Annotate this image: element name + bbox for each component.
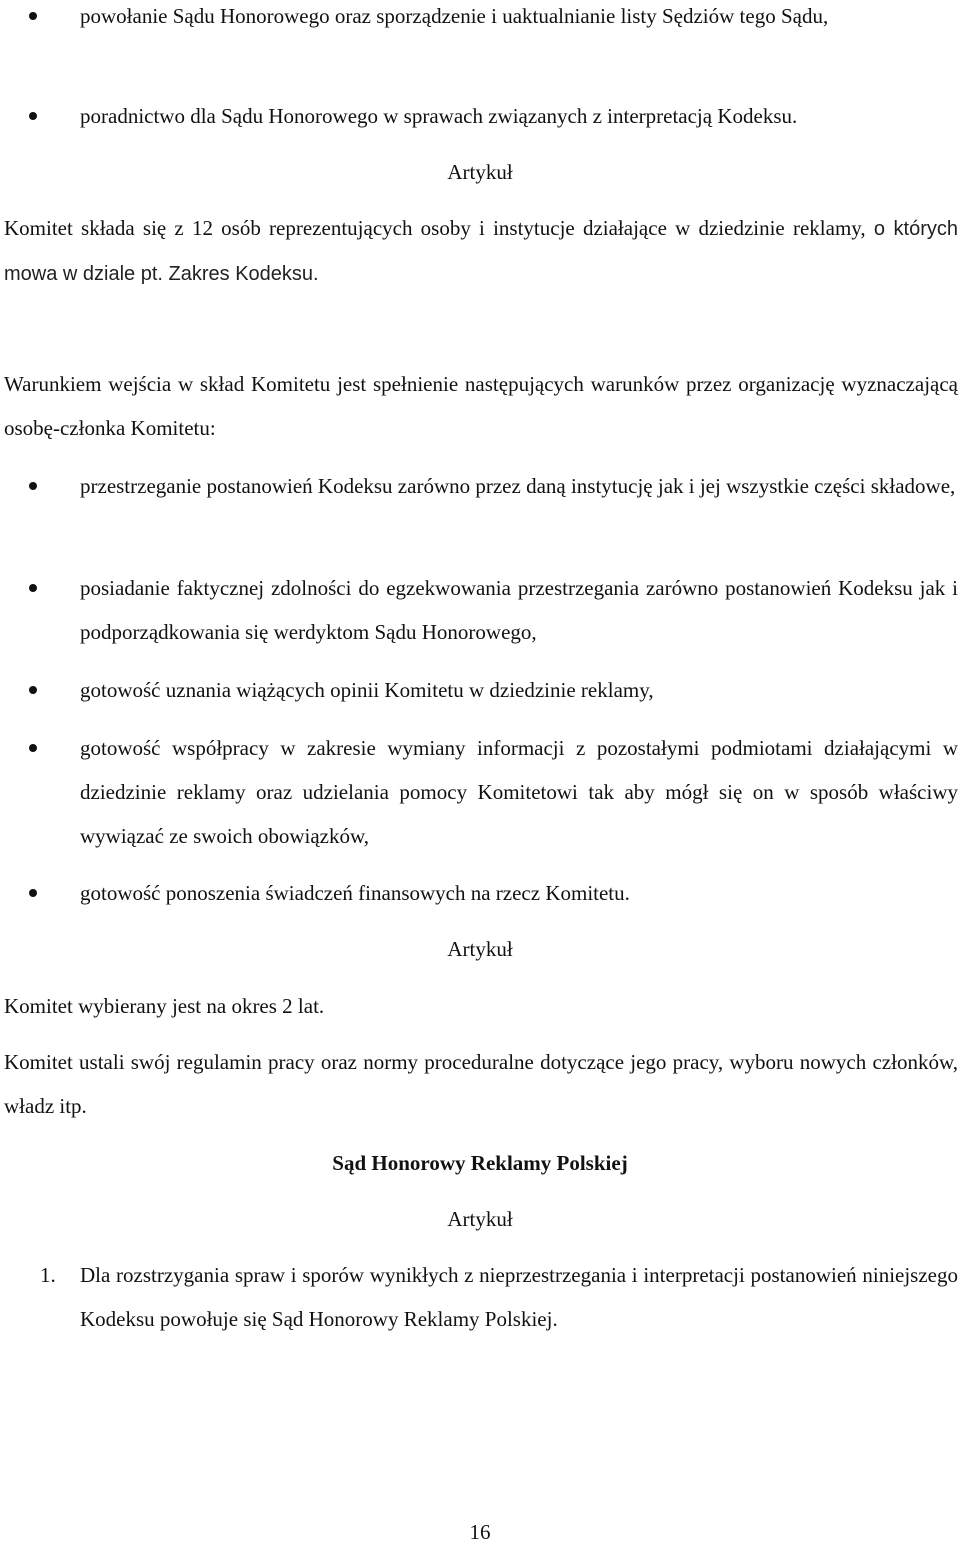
komitet-composition-paragraph	[4, 206, 958, 296]
conditions-intro-paragraph: Warunkiem wejścia w skład Komitetu jest spełnienie następujących warunków przez organizację wyznaczającą osobę-członka Komitetu:	[4, 372, 958, 440]
numbered-item-text: Dla rozstrzygania spraw i sporów wynikłych z nieprzestrzegania i interpretacji postanowień niniejszego Kodeksu powołuje się Sąd Honorowy Reklamy Polskiej.	[80, 1263, 958, 1331]
bullet-icon	[29, 744, 37, 752]
bullet-icon	[29, 889, 37, 897]
page-number: 16	[469, 1520, 491, 1544]
bullet-icon	[29, 12, 37, 20]
bullet-icon	[29, 482, 37, 490]
list-item: gotowość uznania wiążących opinii Komitetu w dziedzinie reklamy,	[80, 678, 654, 702]
list-item: posiadanie faktycznej zdolności do egzekwowania przestrzegania zarówno postanowień Kodeksu jak i podporządkowania się werdyktom Sądu Honorowego,	[80, 576, 958, 644]
list-item: gotowość współpracy w zakresie wymiany informacji z pozostałymi podmiotami działającymi w dziedzinie reklamy oraz udzielania pomocy Komitetowi tak aby mógł się on w sposób właściwy wywiązać ze swoich obowiązków,	[80, 736, 958, 848]
list-item: poradnictwo dla Sądu Honorowego w sprawach związanych z interpretacją Kodeksu.	[80, 104, 798, 128]
bullet-icon	[29, 686, 37, 694]
list-item: przestrzeganie postanowień Kodeksu zarówno przez daną instytucję jak i jej wszystkie części składowe,	[80, 474, 956, 498]
rules-paragraph: Komitet ustali swój regulamin pracy oraz normy proceduralne dotyczące jego pracy, wyboru nowych członków, władz itp.	[4, 1050, 958, 1118]
article-heading: Artykuł	[447, 1207, 513, 1231]
list-item: powołanie Sądu Honorowego oraz sporządzenie i uaktualnianie listy Sędziów tego Sądu,	[80, 4, 829, 28]
bullet-icon	[29, 584, 37, 592]
article-heading: Artykuł	[447, 937, 513, 961]
list-item: gotowość ponoszenia świadczeń finansowych na rzecz Komitetu.	[80, 881, 630, 905]
composition-text: Komitet składa się z 12 osób reprezentujących osoby i instytucje działające w dziedzinie reklamy,	[4, 216, 874, 240]
composition-reference: o których mowa w dziale pt. Zakres Kodeksu.	[4, 218, 958, 285]
term-paragraph: Komitet wybierany jest na okres 2 lat.	[4, 994, 325, 1018]
section-heading: Sąd Honorowy Reklamy Polskiej	[332, 1151, 628, 1175]
bullet-icon	[29, 112, 37, 120]
article-heading: Artykuł	[447, 160, 513, 184]
item-number: 1.	[40, 1263, 56, 1287]
